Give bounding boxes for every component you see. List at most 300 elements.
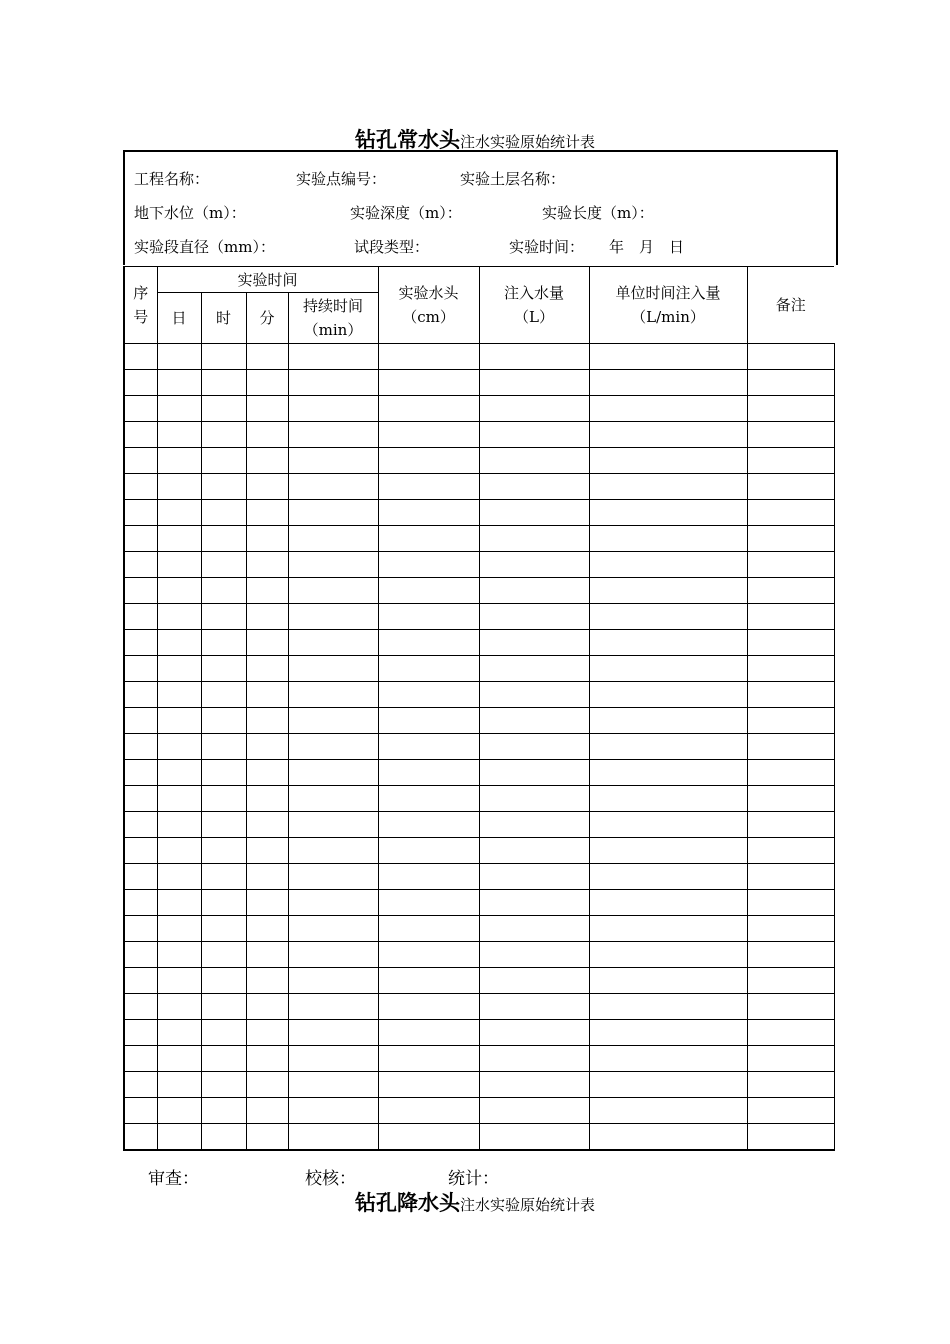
table-cell[interactable] (747, 916, 834, 942)
table-cell[interactable] (589, 682, 747, 708)
table-cell[interactable] (378, 838, 479, 864)
test-time-header: 实验时间 (157, 267, 378, 293)
table-cell[interactable] (246, 734, 288, 760)
table-cell[interactable] (288, 656, 378, 682)
table-cell[interactable] (378, 786, 479, 812)
table-cell[interactable] (124, 526, 157, 552)
table-cell[interactable] (288, 396, 378, 422)
table-cell[interactable] (589, 994, 747, 1020)
table-cell[interactable] (124, 786, 157, 812)
table-row (124, 1072, 834, 1098)
table-cell[interactable] (201, 500, 246, 526)
table-cell[interactable] (589, 760, 747, 786)
table-cell[interactable] (288, 968, 378, 994)
table-cell[interactable] (201, 578, 246, 604)
table-cell[interactable] (479, 968, 589, 994)
table-cell[interactable] (157, 682, 201, 708)
table-cell[interactable] (124, 500, 157, 526)
table-cell[interactable] (288, 916, 378, 942)
table-cell[interactable] (288, 890, 378, 916)
table-cell[interactable] (589, 1072, 747, 1098)
table-cell[interactable] (589, 734, 747, 760)
table-cell[interactable] (246, 1072, 288, 1098)
table-cell[interactable] (589, 578, 747, 604)
table-cell[interactable] (157, 1124, 201, 1151)
table-cell[interactable] (288, 1072, 378, 1098)
table-cell[interactable] (747, 994, 834, 1020)
table-cell[interactable] (246, 1098, 288, 1124)
table-cell[interactable] (246, 786, 288, 812)
table-cell[interactable] (589, 526, 747, 552)
table-cell[interactable] (124, 734, 157, 760)
table-cell[interactable] (747, 526, 834, 552)
table-cell[interactable] (747, 448, 834, 474)
table-cell[interactable] (124, 760, 157, 786)
table-cell[interactable] (201, 526, 246, 552)
table-cell[interactable] (246, 422, 288, 448)
table-cell[interactable] (589, 838, 747, 864)
table-cell[interactable] (124, 968, 157, 994)
table-cell[interactable] (288, 526, 378, 552)
table-cell[interactable] (201, 708, 246, 734)
table-cell[interactable] (479, 1020, 589, 1046)
duration-header: 持续时间 （min） (288, 293, 378, 344)
table-cell[interactable] (378, 682, 479, 708)
table-cell[interactable] (288, 344, 378, 370)
table-cell[interactable] (157, 656, 201, 682)
table-cell[interactable] (589, 968, 747, 994)
table-cell[interactable] (378, 500, 479, 526)
table-cell[interactable] (479, 942, 589, 968)
soil-layer-label: 实验土层名称： (460, 170, 566, 188)
table-cell[interactable] (246, 838, 288, 864)
second-form-title (0, 1187, 950, 1217)
table-cell[interactable] (246, 968, 288, 994)
table-cell[interactable] (246, 708, 288, 734)
table-cell[interactable] (378, 474, 479, 500)
table-cell[interactable] (747, 396, 834, 422)
table-cell[interactable] (378, 942, 479, 968)
table-cell[interactable] (124, 1124, 157, 1151)
table-cell[interactable] (157, 422, 201, 448)
table-cell[interactable] (246, 864, 288, 890)
table-cell[interactable] (124, 630, 157, 656)
table-cell[interactable] (479, 1098, 589, 1124)
table-cell[interactable] (201, 1020, 246, 1046)
table-cell[interactable] (288, 448, 378, 474)
table-cell[interactable] (201, 968, 246, 994)
table-cell[interactable] (157, 552, 201, 578)
table-cell[interactable] (378, 578, 479, 604)
table-cell[interactable] (246, 526, 288, 552)
table-cell[interactable] (157, 890, 201, 916)
table-cell[interactable] (246, 890, 288, 916)
table-cell[interactable] (201, 734, 246, 760)
table-cell[interactable] (201, 760, 246, 786)
table-cell[interactable] (288, 422, 378, 448)
table-cell[interactable] (246, 994, 288, 1020)
project-name-label: 工程名称： (134, 170, 210, 188)
table-cell[interactable] (246, 448, 288, 474)
table-cell[interactable] (201, 682, 246, 708)
table-row (124, 578, 834, 604)
table-cell[interactable] (479, 890, 589, 916)
table-cell[interactable] (747, 578, 834, 604)
table-cell[interactable] (201, 812, 246, 838)
table-row (124, 1046, 834, 1072)
table-cell[interactable] (378, 396, 479, 422)
stats-label: 统计： (448, 1169, 499, 1189)
table-cell[interactable] (479, 734, 589, 760)
table-cell[interactable] (157, 916, 201, 942)
table-cell[interactable] (201, 448, 246, 474)
table-cell[interactable] (157, 942, 201, 968)
table-cell[interactable] (747, 734, 834, 760)
table-cell[interactable] (589, 500, 747, 526)
table-cell[interactable] (747, 786, 834, 812)
table-cell[interactable] (157, 448, 201, 474)
table-cell[interactable] (157, 604, 201, 630)
table-cell[interactable] (157, 578, 201, 604)
table-cell[interactable] (288, 734, 378, 760)
test-time-label: 实验时间： (509, 238, 585, 256)
table-cell[interactable] (246, 396, 288, 422)
table-cell[interactable] (479, 526, 589, 552)
table-cell[interactable] (246, 916, 288, 942)
table-row (124, 656, 834, 682)
table-cell[interactable] (246, 474, 288, 500)
table-cell[interactable] (479, 916, 589, 942)
table-cell[interactable] (378, 656, 479, 682)
table-cell[interactable] (589, 916, 747, 942)
table-cell[interactable] (246, 500, 288, 526)
table-cell[interactable] (378, 1020, 479, 1046)
table-cell[interactable] (201, 838, 246, 864)
table-cell[interactable] (747, 890, 834, 916)
table-cell[interactable] (157, 708, 201, 734)
table-cell[interactable] (124, 708, 157, 734)
table-cell[interactable] (589, 1098, 747, 1124)
table-cell[interactable] (747, 864, 834, 890)
table-cell[interactable] (124, 422, 157, 448)
table-cell[interactable] (378, 526, 479, 552)
table-cell[interactable] (378, 916, 479, 942)
table-cell[interactable] (378, 812, 479, 838)
table-cell[interactable] (157, 344, 201, 370)
table-row (124, 604, 834, 630)
table-cell[interactable] (479, 1124, 589, 1151)
table-cell[interactable] (747, 708, 834, 734)
table-cell[interactable] (288, 994, 378, 1020)
table-cell[interactable] (157, 734, 201, 760)
table-row (124, 422, 834, 448)
table-cell[interactable] (479, 682, 589, 708)
table-cell[interactable] (747, 1098, 834, 1124)
table-cell[interactable] (288, 1046, 378, 1072)
table-cell[interactable] (157, 1046, 201, 1072)
table-cell[interactable] (157, 1020, 201, 1046)
table-cell[interactable] (201, 864, 246, 890)
table-cell[interactable] (288, 682, 378, 708)
table-cell[interactable] (246, 578, 288, 604)
table-cell[interactable] (201, 656, 246, 682)
table-cell[interactable] (479, 448, 589, 474)
table-cell[interactable] (288, 838, 378, 864)
table-cell[interactable] (479, 994, 589, 1020)
table-cell[interactable] (479, 812, 589, 838)
table-cell[interactable] (201, 630, 246, 656)
table-cell[interactable] (378, 994, 479, 1020)
table-cell[interactable] (157, 760, 201, 786)
table-cell[interactable] (246, 1124, 288, 1151)
table-cell[interactable] (288, 630, 378, 656)
table-cell[interactable] (124, 942, 157, 968)
table-cell[interactable] (201, 916, 246, 942)
table-cell[interactable] (157, 370, 201, 396)
table-cell[interactable] (479, 396, 589, 422)
table-cell[interactable] (124, 656, 157, 682)
table-cell[interactable] (124, 1046, 157, 1072)
table-cell[interactable] (201, 1046, 246, 1072)
table-cell[interactable] (479, 708, 589, 734)
table-cell[interactable] (201, 1072, 246, 1098)
table-cell[interactable] (201, 396, 246, 422)
table-cell[interactable] (124, 838, 157, 864)
table-cell[interactable] (589, 448, 747, 474)
table-cell[interactable] (124, 604, 157, 630)
table-cell[interactable] (479, 838, 589, 864)
table-cell[interactable] (246, 656, 288, 682)
table-cell[interactable] (201, 474, 246, 500)
table-cell[interactable] (747, 604, 834, 630)
table-cell[interactable] (378, 422, 479, 448)
table-cell[interactable] (479, 1046, 589, 1072)
table-cell[interactable] (589, 812, 747, 838)
table-cell[interactable] (124, 474, 157, 500)
table-cell[interactable] (246, 630, 288, 656)
table-cell[interactable] (589, 1046, 747, 1072)
date-format: 年 月 日 (609, 238, 685, 256)
table-cell[interactable] (747, 1072, 834, 1098)
table-cell[interactable] (201, 552, 246, 578)
table-cell[interactable] (246, 1020, 288, 1046)
table-cell[interactable] (378, 370, 479, 396)
table-cell[interactable] (589, 786, 747, 812)
table-cell[interactable] (246, 1046, 288, 1072)
table-cell[interactable] (747, 1124, 834, 1151)
table-cell[interactable] (288, 552, 378, 578)
table-cell[interactable] (589, 708, 747, 734)
table-cell[interactable] (124, 1072, 157, 1098)
table-cell[interactable] (201, 422, 246, 448)
table-cell[interactable] (124, 344, 157, 370)
table-cell[interactable] (589, 864, 747, 890)
table-cell[interactable] (747, 1020, 834, 1046)
table-cell[interactable] (479, 344, 589, 370)
table-cell[interactable] (479, 578, 589, 604)
table-cell[interactable] (157, 526, 201, 552)
table-cell[interactable] (747, 344, 834, 370)
table-cell[interactable] (201, 370, 246, 396)
table-cell[interactable] (157, 786, 201, 812)
table-cell[interactable] (378, 1046, 479, 1072)
table-cell[interactable] (479, 422, 589, 448)
table-cell[interactable] (747, 1046, 834, 1072)
table-cell[interactable] (747, 942, 834, 968)
table-row (124, 344, 834, 370)
table-cell[interactable] (747, 630, 834, 656)
table-cell[interactable] (157, 396, 201, 422)
table-cell[interactable] (378, 1124, 479, 1151)
table-cell[interactable] (378, 864, 479, 890)
table-cell[interactable] (157, 1072, 201, 1098)
table-cell[interactable] (201, 1124, 246, 1151)
table-cell[interactable] (589, 890, 747, 916)
table-cell[interactable] (288, 578, 378, 604)
table-cell[interactable] (246, 552, 288, 578)
table-cell[interactable] (124, 682, 157, 708)
table-cell[interactable] (288, 1124, 378, 1151)
table-cell[interactable] (124, 1020, 157, 1046)
table-cell[interactable] (378, 1072, 479, 1098)
table-cell[interactable] (246, 344, 288, 370)
table-cell[interactable] (124, 448, 157, 474)
table-cell[interactable] (124, 578, 157, 604)
table-cell[interactable] (288, 1020, 378, 1046)
table-cell[interactable] (201, 994, 246, 1020)
table-cell[interactable] (378, 630, 479, 656)
table-cell[interactable] (288, 604, 378, 630)
table-cell[interactable] (201, 604, 246, 630)
table-row (124, 968, 834, 994)
table-cell[interactable] (747, 760, 834, 786)
table-cell[interactable] (201, 344, 246, 370)
table-cell[interactable] (589, 370, 747, 396)
table-cell[interactable] (201, 786, 246, 812)
table-cell[interactable] (378, 708, 479, 734)
table-cell[interactable] (479, 474, 589, 500)
info-section (123, 150, 838, 265)
table-cell[interactable] (747, 838, 834, 864)
table-cell[interactable] (157, 500, 201, 526)
table-cell[interactable] (589, 474, 747, 500)
table-cell[interactable] (589, 396, 747, 422)
table-cell[interactable] (747, 656, 834, 682)
table-cell[interactable] (157, 968, 201, 994)
table-cell[interactable] (201, 890, 246, 916)
table-cell[interactable] (479, 760, 589, 786)
table-cell[interactable] (479, 656, 589, 682)
table-cell[interactable] (589, 1020, 747, 1046)
table-cell[interactable] (378, 734, 479, 760)
table-cell[interactable] (288, 1098, 378, 1124)
table-cell[interactable] (288, 812, 378, 838)
table-cell[interactable] (288, 370, 378, 396)
table-cell[interactable] (124, 994, 157, 1020)
table-cell[interactable] (246, 760, 288, 786)
table-cell[interactable] (589, 942, 747, 968)
table-cell[interactable] (288, 864, 378, 890)
table-row (124, 812, 834, 838)
table-cell[interactable] (479, 630, 589, 656)
table-cell[interactable] (246, 604, 288, 630)
table-cell[interactable] (378, 890, 479, 916)
table-cell[interactable] (124, 916, 157, 942)
table-cell[interactable] (589, 344, 747, 370)
table-cell[interactable] (124, 370, 157, 396)
table-cell[interactable] (157, 864, 201, 890)
table-cell[interactable] (378, 760, 479, 786)
table-cell[interactable] (747, 682, 834, 708)
table-cell[interactable] (157, 1098, 201, 1124)
table-cell[interactable] (378, 448, 479, 474)
table-cell[interactable] (201, 1098, 246, 1124)
table-cell[interactable] (589, 1124, 747, 1151)
table-cell[interactable] (479, 604, 589, 630)
table-cell[interactable] (747, 968, 834, 994)
table-cell[interactable] (157, 838, 201, 864)
table-cell[interactable] (589, 422, 747, 448)
table-cell[interactable] (378, 344, 479, 370)
table-cell[interactable] (589, 630, 747, 656)
table-cell[interactable] (246, 812, 288, 838)
table-row (124, 838, 834, 864)
table-cell[interactable] (288, 786, 378, 812)
table-cell[interactable] (288, 942, 378, 968)
table-cell[interactable] (378, 968, 479, 994)
table-cell[interactable] (589, 656, 747, 682)
table-cell[interactable] (124, 552, 157, 578)
table-cell[interactable] (479, 370, 589, 396)
table-cell[interactable] (288, 708, 378, 734)
table-cell[interactable] (288, 760, 378, 786)
table-cell[interactable] (157, 812, 201, 838)
table-cell[interactable] (589, 604, 747, 630)
table-cell[interactable] (747, 422, 834, 448)
table-cell[interactable] (747, 812, 834, 838)
table-cell[interactable] (124, 1098, 157, 1124)
table-cell[interactable] (479, 864, 589, 890)
table-cell[interactable] (479, 786, 589, 812)
table-cell[interactable] (157, 630, 201, 656)
table-cell[interactable] (747, 370, 834, 396)
table-cell[interactable] (124, 890, 157, 916)
table-cell[interactable] (124, 864, 157, 890)
table-cell[interactable] (378, 552, 479, 578)
table-cell[interactable] (479, 1072, 589, 1098)
table-cell[interactable] (288, 474, 378, 500)
table-cell[interactable] (124, 812, 157, 838)
table-cell[interactable] (378, 604, 479, 630)
table-cell[interactable] (246, 370, 288, 396)
table-cell[interactable] (246, 942, 288, 968)
table-cell[interactable] (246, 682, 288, 708)
table-cell[interactable] (378, 1098, 479, 1124)
table-cell[interactable] (589, 552, 747, 578)
table-row (124, 786, 834, 812)
table-cell[interactable] (157, 994, 201, 1020)
table-cell[interactable] (479, 552, 589, 578)
section-type-label: 试段类型： (354, 238, 430, 256)
table-cell[interactable] (747, 552, 834, 578)
table-cell[interactable] (157, 474, 201, 500)
table-cell[interactable] (479, 500, 589, 526)
table-cell[interactable] (747, 474, 834, 500)
table-cell[interactable] (201, 942, 246, 968)
table-cell[interactable] (124, 396, 157, 422)
table-cell[interactable] (288, 500, 378, 526)
table-cell[interactable] (747, 500, 834, 526)
